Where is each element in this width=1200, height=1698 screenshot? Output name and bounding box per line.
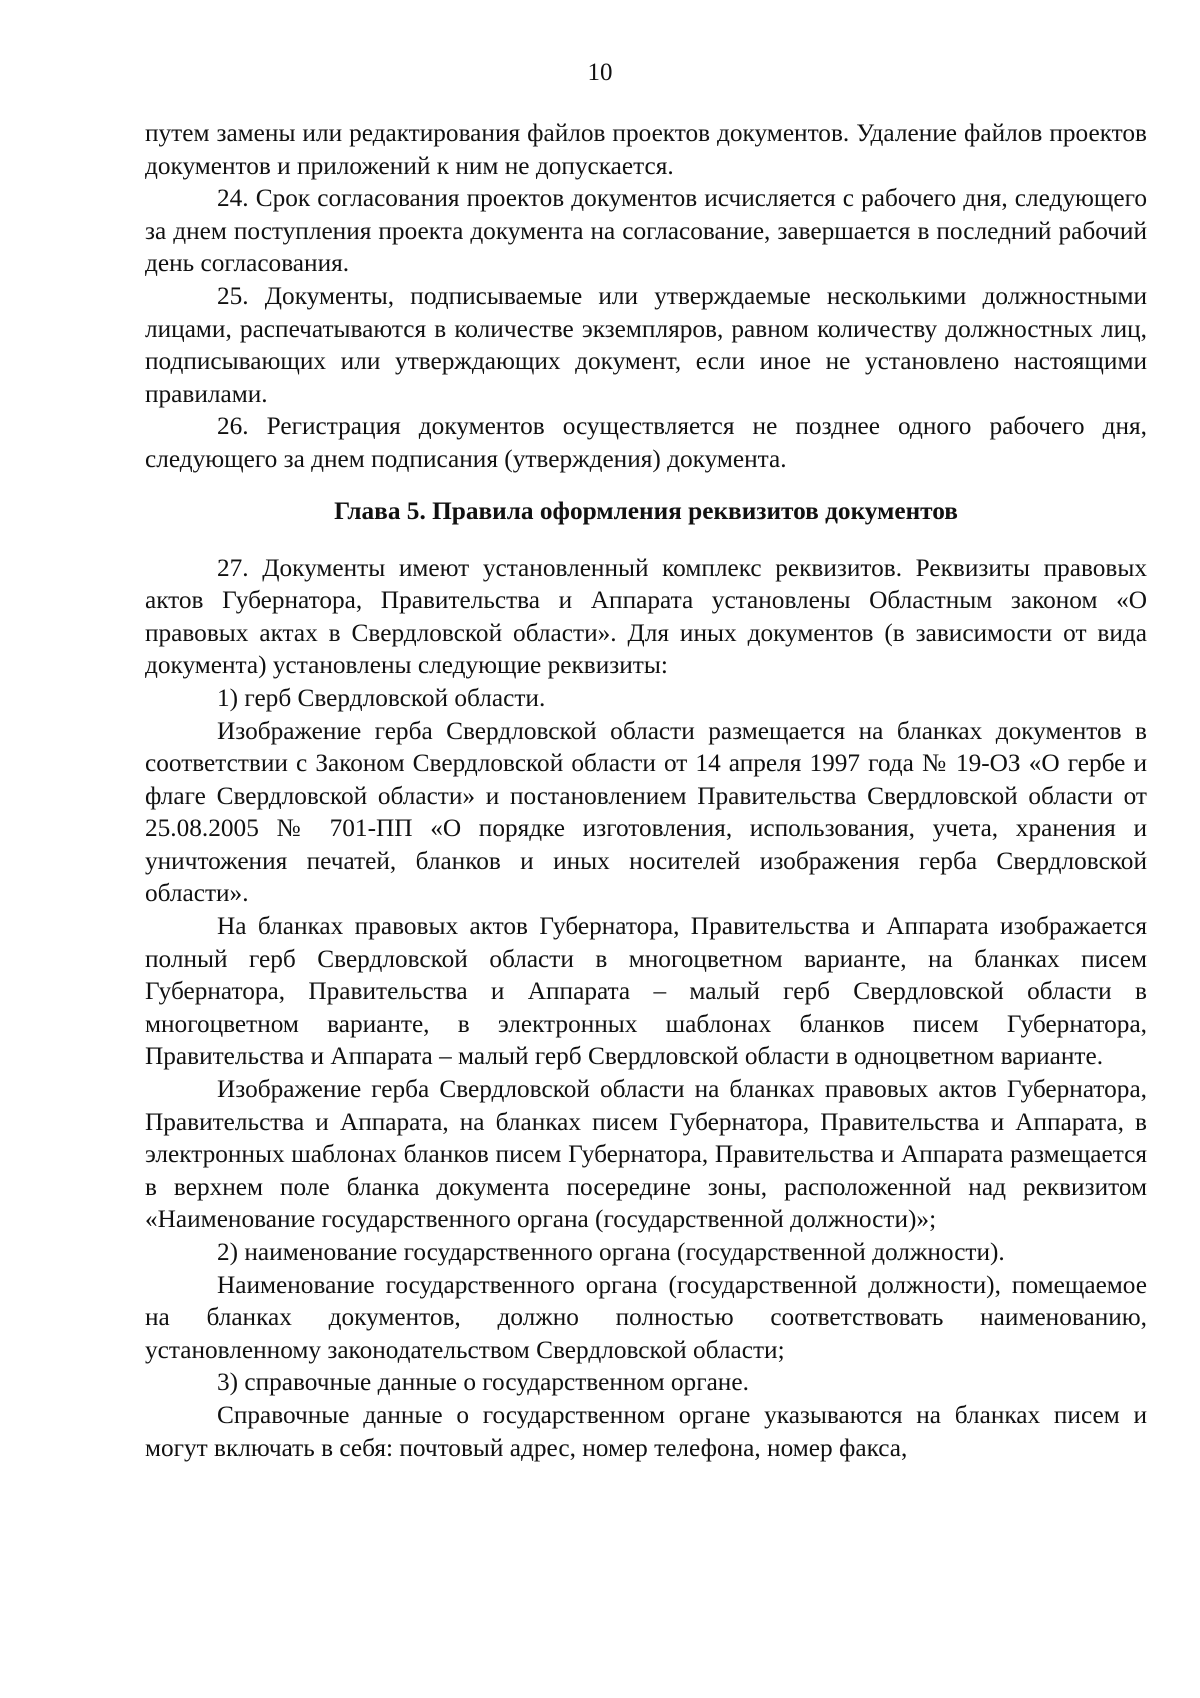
document-body	[145, 117, 1147, 1464]
paragraph-coat-of-arms-position: Изображение герба Свердловской области на бланках правовых актов Губернатора, Правительства и Аппарата, на бланках писем Губернатора, Правительства и Аппарата, в электронных шаблонах бланков писем Губернатора, Правительства и Аппарата размещается в верхнем поле бланка документа посередине зоны, расположенной над реквизитом «Наименование государственного органа (государственной должности)»;	[145, 1075, 1147, 1234]
page-number: 10	[587, 59, 613, 86]
list-item-coat-of-arms: 1) герб Свердловской области.	[217, 683, 546, 712]
paragraph-25: 25. Документы, подписываемые или утверждаемые несколькими должностными лицами, распечатываются в количестве экземпляров, равном количеству должностных лиц, подписывающих или утверждающих документ, если иное не установлено настоящими правилами.	[145, 281, 1147, 408]
paragraph-24: 24. Срок согласования проектов документов исчисляется с рабочего дня, следующего за днем поступления проекта документа на согласование, завершается в последний рабочий день согласования.	[145, 184, 1147, 278]
chapter-heading: Глава 5. Правила оформления реквизитов документов	[334, 496, 958, 525]
paragraph-26: 26. Регистрация документов осуществляется не позднее одного рабочего дня, следующего за днем подписания (утверждения) документа.	[145, 412, 1147, 473]
paragraph-coat-of-arms-variants: На бланках правовых актов Губернатора, Правительства и Аппарата изображается полный герб Свердловской области в многоцветном варианте, на бланках писем Губернатора, Правительства и Аппарата – малый герб Свердловской области в многоцветном варианте, в электронных шаблонах бланков писем Губернатора, Правительства и Аппарата – малый герб Свердловской области в одноцветном варианте.	[145, 912, 1147, 1071]
list-item-organ-name: 2) наименование государственного органа (государственной должности).	[217, 1238, 1005, 1266]
paragraph-continuation: путем замены или редактирования файлов проектов документов. Удаление файлов проектов документов и приложений к ним не допускается.	[145, 119, 1147, 180]
list-item-reference-data: 3) справочные данные о государственном органе.	[217, 1368, 749, 1397]
paragraph-27: 27. Документы имеют установленный комплекс реквизитов. Реквизиты правовых актов Губернатора, Правительства и Аппарата установлены Областным законом «О правовых актах в Свердловской области». Для иных документов (в зависимости от вида документа) установлены следующие реквизиты:	[145, 553, 1147, 680]
paragraph-organ-name: Наименование государственного органа (государственной должности), помещаемое на бланках документов, должно полностью соответствовать наименованию, установленному законодательством Свердловской области;	[145, 1270, 1147, 1364]
paragraph-reference-data: Справочные данные о государственном органе указываются на бланках писем и могут включать в себя: почтовый адрес, номер телефона, номер факса,	[145, 1400, 1147, 1462]
paragraph-coat-of-arms-placement-law: Изображение герба Свердловской области размещается на бланках документов в соответствии с Законом Свердловской области от 14 апреля 1997 года № 19-ОЗ «О гербе и флаге Свердловской области» и постановлением Правительства Свердловской области от 25.08.2005 № 701-ПП «О порядке изготовления, использования, учета, хранения и уничтожения печатей, бланков и иных носителей изображения герба Свердловской области».	[145, 716, 1147, 908]
